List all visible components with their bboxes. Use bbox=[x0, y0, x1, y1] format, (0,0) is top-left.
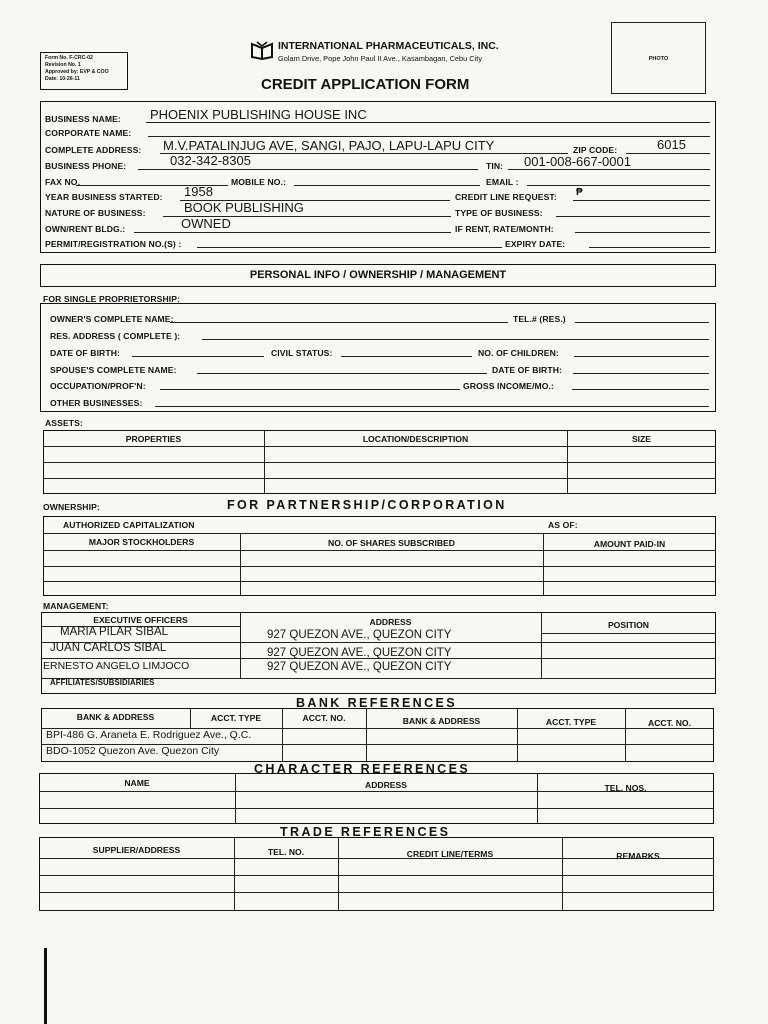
business-name-label: BUSINESS NAME: bbox=[45, 114, 121, 124]
civil-status-label: CIVIL STATUS: bbox=[271, 348, 333, 358]
trade-col-remarks: REMARKS bbox=[616, 851, 660, 861]
management-col-officers: EXECUTIVE OFFICERS bbox=[93, 615, 188, 625]
permit-field[interactable] bbox=[197, 247, 502, 248]
officer-address: 927 QUEZON AVE., QUEZON CITY bbox=[267, 647, 452, 659]
trade-references-title: TRADE REFERENCES bbox=[280, 825, 451, 839]
credit-line-label: CREDIT LINE REQUEST: bbox=[455, 192, 557, 202]
form-number: Form No. F-CRC-02 bbox=[45, 55, 93, 61]
business-phone-label: BUSINESS PHONE: bbox=[45, 161, 127, 171]
photo-label: PHOTO bbox=[648, 56, 669, 62]
officer-name: MARIA PILAR SIBAL bbox=[60, 626, 169, 638]
permit-label: PERMIT/REGISTRATION NO.(S) : bbox=[45, 239, 182, 249]
type-field[interactable] bbox=[556, 216, 710, 217]
if-rent-field[interactable] bbox=[575, 232, 710, 233]
other-businesses-label: OTHER BUSINESSES: bbox=[50, 398, 143, 408]
bank-col-acct-type-2: ACCT. TYPE bbox=[545, 717, 597, 727]
company-address: Golam Drive, Pope John Paul II Ave., Kasambagan, Cebu City bbox=[278, 54, 483, 63]
officer-name: JUAN CARLOS SIBAL bbox=[50, 642, 167, 654]
tin-field[interactable] bbox=[508, 169, 710, 170]
company-name: INTERNATIONAL PHARMACEUTICALS, INC. bbox=[278, 40, 499, 52]
business-name-field[interactable] bbox=[146, 122, 710, 123]
owner-name-label: OWNER'S COMPLETE NAME: bbox=[50, 314, 174, 324]
bank-col-bank-address-2: BANK & ADDRESS bbox=[402, 716, 481, 726]
management-col-position: POSITION bbox=[607, 620, 650, 630]
fax-label: FAX NO. bbox=[45, 177, 81, 187]
ownership-col-amount: AMOUNT PAID-IN bbox=[593, 539, 666, 549]
gross-income-label: GROSS INCOME/MO.: bbox=[463, 381, 554, 391]
complete-address-label: COMPLETE ADDRESS: bbox=[45, 145, 142, 155]
own-rent-field[interactable] bbox=[134, 232, 451, 233]
scan-edge-mark bbox=[44, 948, 47, 1024]
bank-col-bank-address: BANK & ADDRESS bbox=[76, 712, 155, 722]
tin-label: TIN: bbox=[486, 161, 504, 171]
business-phone-value: 032-342-8305 bbox=[170, 153, 251, 168]
email-label: EMAIL : bbox=[486, 177, 519, 187]
own-rent-value: OWNED bbox=[181, 216, 231, 231]
approved-by: Approved by: EVP & COO bbox=[45, 69, 109, 75]
assets-col-location: LOCATION/DESCRIPTION bbox=[362, 434, 469, 444]
year-started-value: 1958 bbox=[184, 184, 213, 199]
occupation-field[interactable] bbox=[160, 389, 460, 390]
personal-info-header-box bbox=[40, 264, 716, 287]
expiry-field[interactable] bbox=[589, 247, 710, 248]
trade-col-credit-line: CREDIT LINE/TERMS bbox=[406, 849, 494, 859]
character-references-title: CHARACTER REFERENCES bbox=[254, 762, 471, 776]
character-col-tel: TEL. NOS. bbox=[604, 783, 647, 793]
single-proprietorship-title: FOR SINGLE PROPRIETORSHIP: bbox=[43, 294, 181, 304]
zip-code-field[interactable] bbox=[626, 153, 710, 154]
corporate-name-field[interactable] bbox=[148, 136, 710, 137]
corporate-name-label: CORPORATE NAME: bbox=[45, 128, 132, 138]
officer-address: 927 QUEZON AVE., QUEZON CITY bbox=[267, 629, 452, 641]
spouse-dob-field[interactable] bbox=[573, 373, 709, 374]
officer-name: ERNESTO ANGELO LIMJOCO bbox=[43, 660, 190, 672]
civil-status-field[interactable] bbox=[341, 356, 472, 357]
zip-code-label: ZIP CODE: bbox=[573, 145, 618, 155]
trade-col-tel: TEL. NO. bbox=[267, 847, 305, 857]
form-date: Date: 10-26-11 bbox=[45, 76, 80, 82]
affiliates-label: AFFILIATES/SUBSIDIARIES bbox=[50, 678, 155, 687]
authorized-capitalization-label: AUTHORIZED CAPITALIZATION bbox=[63, 520, 195, 530]
business-phone-field[interactable] bbox=[138, 169, 478, 170]
own-rent-label: OWN/RENT BLDG.: bbox=[45, 224, 126, 234]
character-col-address: ADDRESS bbox=[364, 780, 408, 790]
personal-info-title: PERSONAL INFO / OWNERSHIP / MANAGEMENT bbox=[249, 269, 507, 281]
trade-col-supplier: SUPPLIER/ADDRESS bbox=[92, 845, 181, 855]
owner-name-field[interactable] bbox=[170, 322, 508, 323]
form-title: CREDIT APPLICATION FORM bbox=[261, 76, 470, 93]
mobile-label: MOBILE NO.: bbox=[231, 177, 287, 187]
business-name-value: PHOENIX PUBLISHING HOUSE INC bbox=[150, 107, 367, 122]
bank-col-acct-no-2: ACCT. NO. bbox=[648, 718, 691, 728]
officer-address: 927 QUEZON AVE., QUEZON CITY bbox=[267, 661, 452, 673]
dob-label: DATE OF BIRTH: bbox=[50, 348, 120, 358]
tel-res-label: TEL.# (RES.) bbox=[513, 314, 566, 324]
business-info-box bbox=[40, 101, 716, 253]
tin-value: 001-008-667-0001 bbox=[524, 154, 631, 169]
assets-col-properties: PROPERTIES bbox=[125, 434, 182, 444]
photo-box[interactable] bbox=[611, 22, 706, 94]
email-field[interactable] bbox=[527, 185, 710, 186]
credit-line-field[interactable] bbox=[573, 200, 710, 201]
ownership-col-shares: NO. OF SHARES SUBSCRIBED bbox=[327, 538, 455, 548]
res-address-label: RES. ADDRESS ( COMPLETE ): bbox=[50, 331, 181, 341]
revision-number: Revision No. 1 bbox=[45, 62, 81, 68]
expiry-label: EXPIRY DATE: bbox=[505, 239, 566, 249]
company-logo-icon bbox=[250, 40, 274, 60]
bank-row-2-value: BDO-1052 Quezon Ave. Quezon City bbox=[46, 745, 220, 757]
spouse-name-field[interactable] bbox=[197, 373, 487, 374]
res-address-field[interactable] bbox=[202, 339, 709, 340]
dob-field[interactable] bbox=[132, 356, 264, 357]
bank-col-acct-type: ACCT. TYPE bbox=[210, 713, 262, 723]
complete-address-value: M.V.PATALINJUG AVE, SANGI, PAJO, LAPU-LAPU CITY bbox=[163, 138, 495, 153]
as-of-label: AS OF: bbox=[548, 520, 578, 530]
nature-label: NATURE OF BUSINESS: bbox=[45, 208, 146, 218]
type-label: TYPE OF BUSINESS: bbox=[455, 208, 543, 218]
spouse-name-label: SPOUSE'S COMPLETE NAME: bbox=[50, 365, 177, 375]
partnership-section-title: FOR PARTNERSHIP/CORPORATION bbox=[227, 498, 507, 512]
management-col-address: ADDRESS bbox=[369, 617, 412, 627]
ownership-col-stockholders: MAJOR STOCKHOLDERS bbox=[88, 537, 195, 547]
nature-value: BOOK PUBLISHING bbox=[184, 200, 304, 215]
credit-line-mark: ₱ bbox=[576, 187, 583, 198]
year-started-label: YEAR BUSINESS STARTED: bbox=[45, 192, 163, 202]
spouse-dob-label: DATE OF BIRTH: bbox=[492, 365, 562, 375]
if-rent-label: IF RENT, RATE/MONTH: bbox=[455, 224, 554, 234]
mobile-field[interactable] bbox=[294, 185, 480, 186]
assets-col-size: SIZE bbox=[631, 434, 652, 444]
bank-references-title: BANK REFERENCES bbox=[296, 696, 458, 710]
zip-code-value: 6015 bbox=[657, 137, 686, 152]
children-field[interactable] bbox=[574, 356, 709, 357]
bank-col-acct-no: ACCT. NO. bbox=[302, 713, 346, 723]
bank-row-1-value: BPI-486 G. Araneta E. Rodriguez Ave., Q.C. bbox=[46, 729, 252, 741]
tel-res-field[interactable] bbox=[575, 322, 709, 323]
children-label: NO. OF CHILDREN: bbox=[478, 348, 559, 358]
form-meta-box bbox=[40, 52, 128, 90]
assets-title: ASSETS: bbox=[45, 418, 83, 428]
management-title: MANAGEMENT: bbox=[43, 601, 109, 611]
character-col-name: NAME bbox=[124, 778, 150, 788]
occupation-label: OCCUPATION/PROF'N: bbox=[50, 381, 146, 391]
gross-income-field[interactable] bbox=[572, 389, 709, 390]
other-businesses-field[interactable] bbox=[155, 406, 709, 407]
ownership-title: OWNERSHIP: bbox=[43, 502, 100, 512]
